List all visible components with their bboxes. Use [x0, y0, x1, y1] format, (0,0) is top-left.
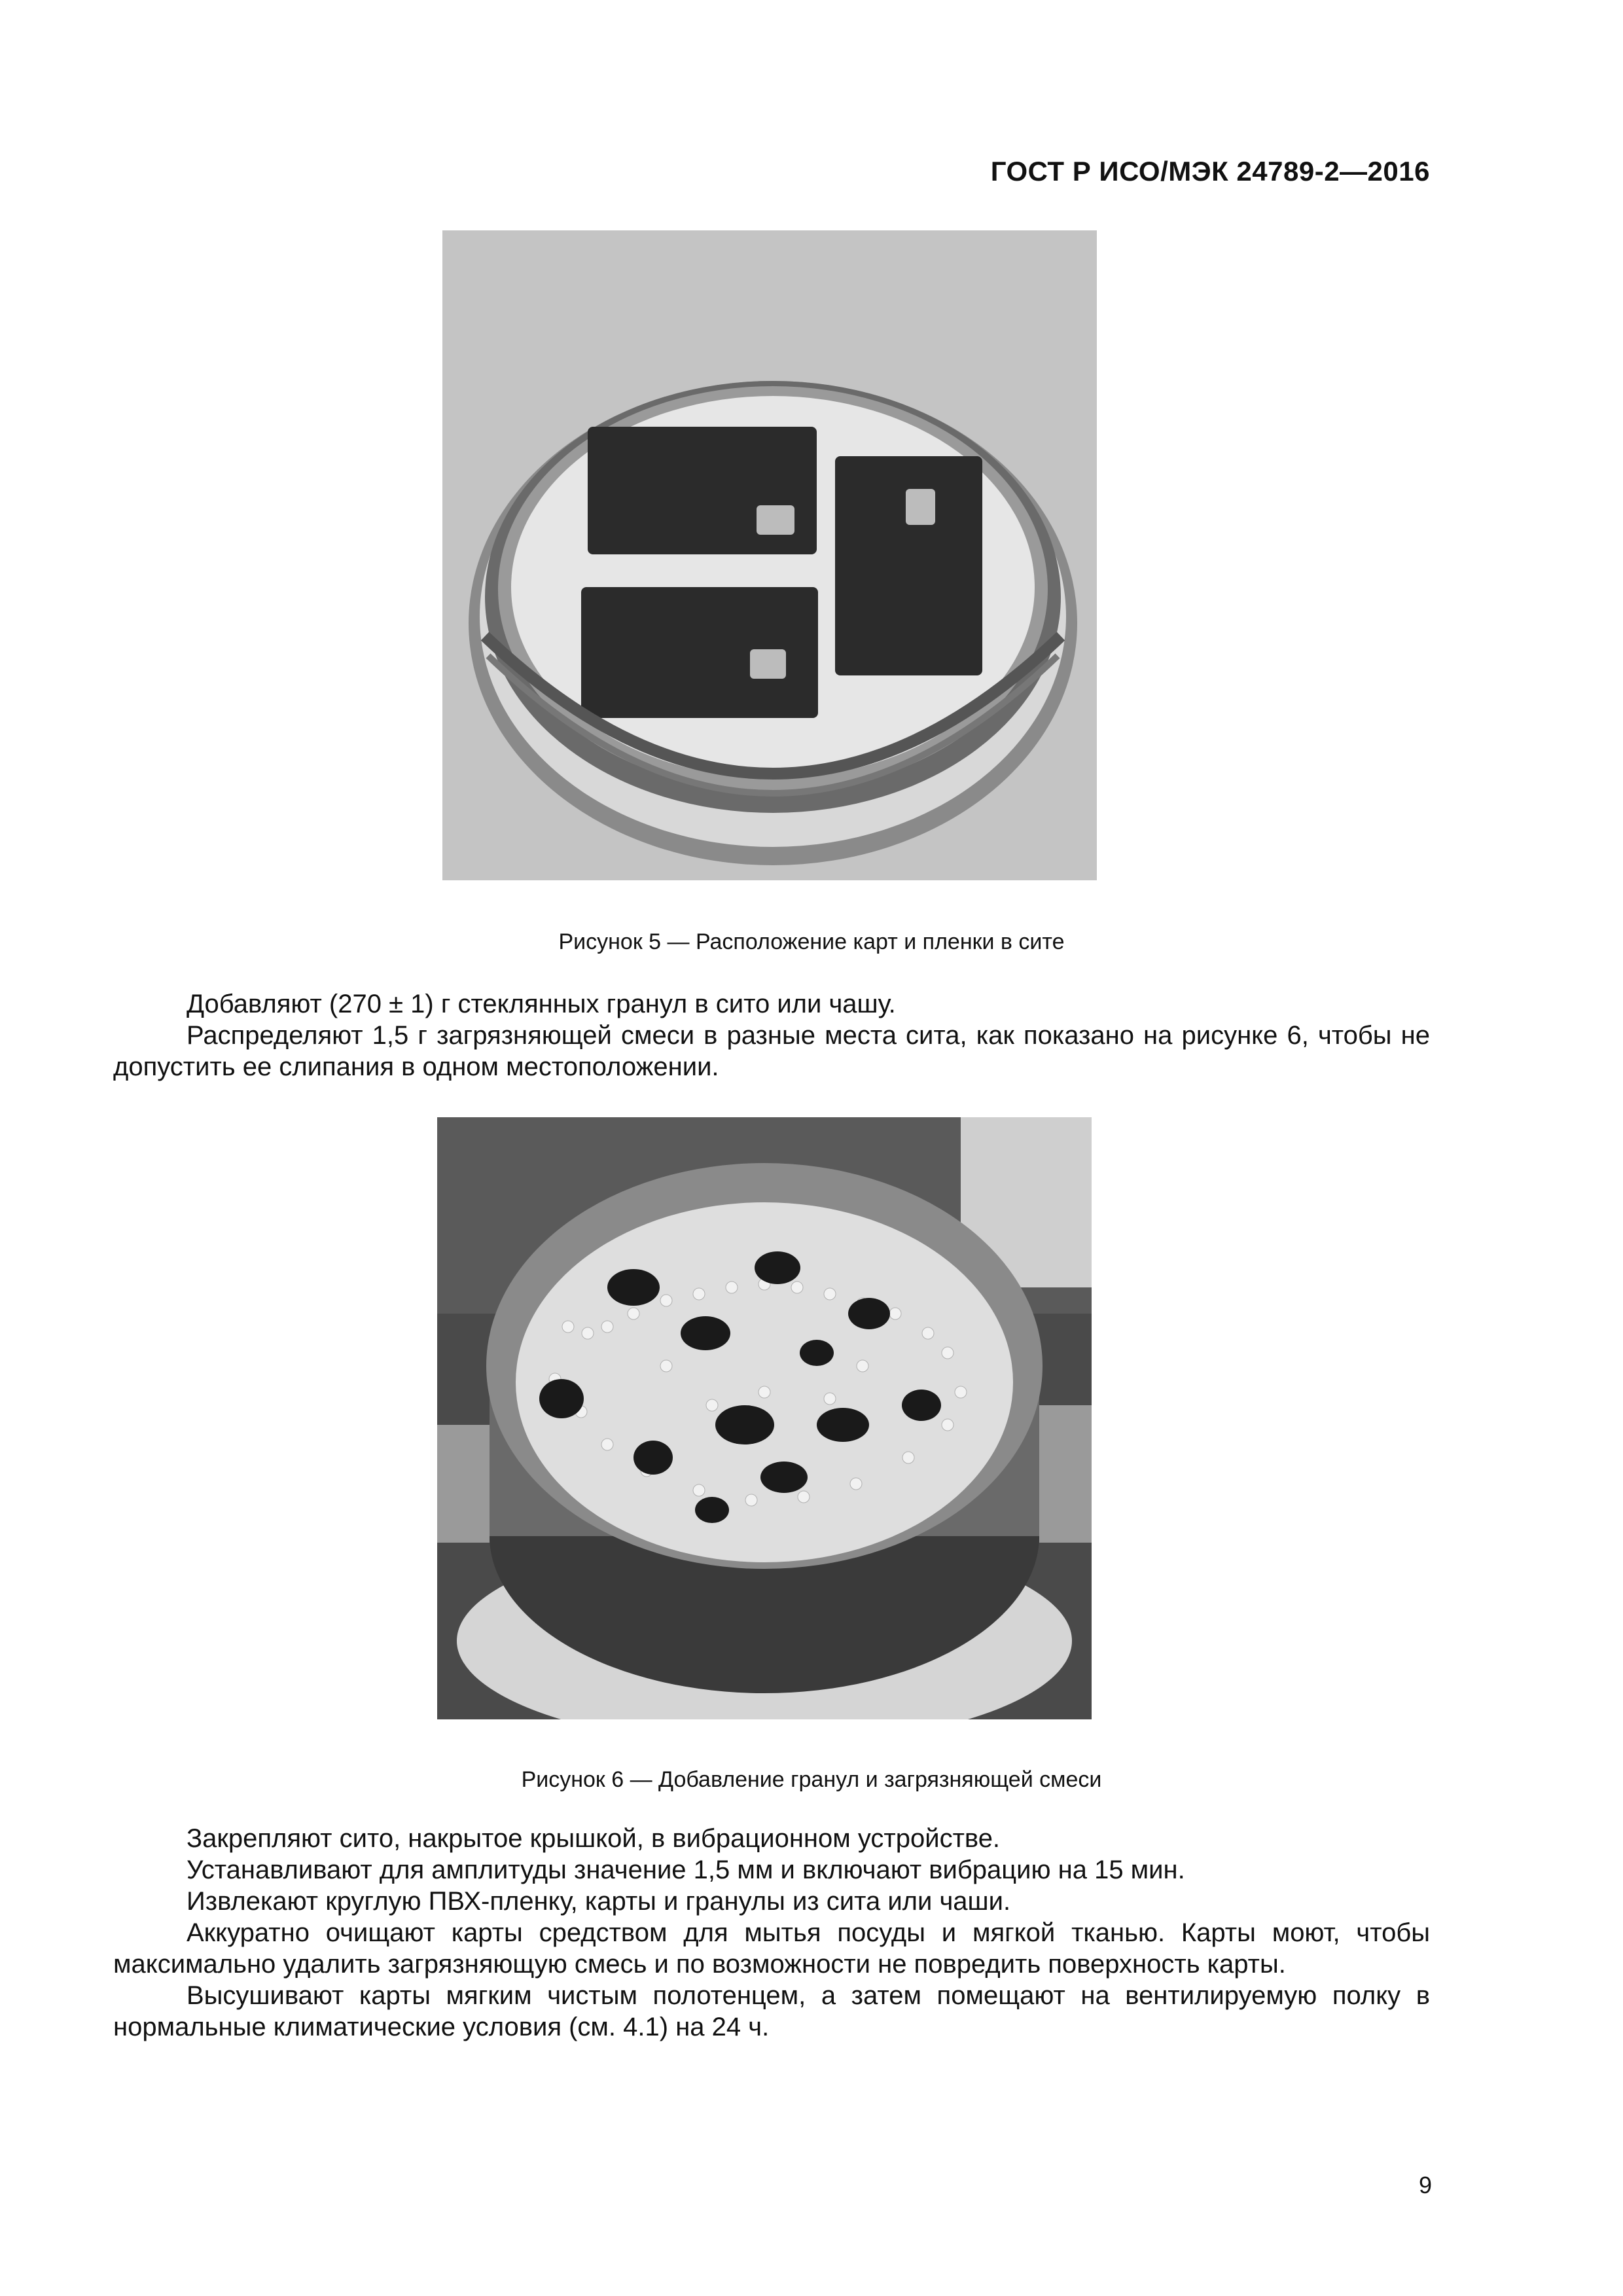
figure5-caption: Рисунок 5 — Расположение карт и пленки в сите — [558, 929, 1065, 954]
paragraph: Устанавливают для амплитуды значение 1,5 мм и включают вибрацию на 15 мин. — [187, 1856, 1185, 1884]
figure6-photo — [437, 1117, 1092, 1719]
figure5-photo — [442, 230, 1097, 880]
figure6-caption: Рисунок 6 — Добавление гранул и загрязняющей смеси — [521, 1767, 1102, 1792]
paragraph: Распределяют 1,5 г загрязняющей смеси в разные места сита, как показано на рисунке 6, чтобы не допустить ее слипания в одном местоположении. — [113, 1021, 1430, 1081]
paragraphs-block-1 — [113, 988, 1430, 1083]
paragraph: Закрепляют сито, накрытое крышкой, в вибрационном устройстве. — [187, 1824, 1001, 1853]
paragraph: Извлекают круглую ПВХ-пленку, карты и гранулы из сита или чаши. — [187, 1887, 1011, 1916]
page-number: 9 — [1418, 2172, 1432, 2198]
paragraph: Добавляют (270 ± 1) г стеклянных гранул в сито или чашу. — [187, 990, 896, 1018]
paragraph: Высушивают карты мягким чистым полотенцем, а затем помещают на вентилируемую полку в нормальные климатические условия (см. 4.1) на 24 ч. — [113, 1981, 1430, 2041]
paragraphs-block-2 — [113, 1823, 1430, 2043]
standard-header: ГОСТ Р ИСО/МЭК 24789-2—2016 — [990, 156, 1430, 187]
paragraph: Аккуратно очищают карты средством для мытья посуды и мягкой тканью. Карты моют, чтобы максимально удалить загрязняющую смесь и по возможности не повредить поверхность карты. — [113, 1918, 1430, 1979]
